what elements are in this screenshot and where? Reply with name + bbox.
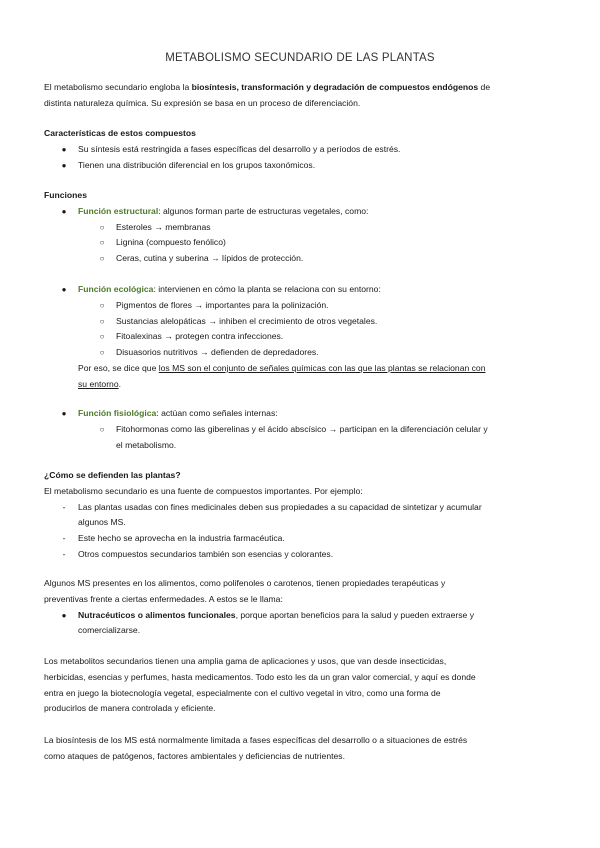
dash-bullet-icon: -: [62, 548, 66, 559]
funcion-ecologica: ● Función ecológica: intervienen en cómo la planta se relaciona con su entorno:: [44, 282, 556, 298]
bullet-icon: ●: [61, 206, 67, 216]
sub-item: ○ Esteroles → membranas: [44, 220, 556, 236]
sub-item: ○ Fitoalexinas → protegen contra infecciones.: [44, 329, 556, 345]
circle-bullet-icon: ○: [99, 348, 105, 358]
intro-paragraph: El metabolismo secundario engloba la biosíntesis, transformación y degradación de compuestos endógenos de distinta naturaleza química. Su expresión se basa en un proceso de diferenciación.: [44, 82, 491, 108]
sub-item: ○ Sustancias alelopáticas → inhiben el crecimiento de otros vegetales.: [44, 314, 556, 330]
defensa-section: ¿Cómo se defienden las plantas? El metabolismo secundario es una fuente de compuestos importantes. Por ejemplo: - Las plantas usadas con fines medicinales deben sus propiedades a su capacidad de sintetizar y acumular algunos MS. - Este hecho se aprovecha en la industria farmacéutica. - Otros compuestos secundarios también son esencias y colorantes.: [44, 468, 556, 563]
funcion-estructural: ● Función estructural: algunos forman parte de estructuras vegetales, como:: [44, 204, 556, 220]
list-item: ● Tienen una distribución diferencial en los grupos taxonómicos.: [44, 158, 556, 174]
funcion-fisiologica-block: ● Función fisiológica: actúan como señales internas: ○ Fitohormonas como las giberelinas y el ácido abscísico → participan en la diferenciación celular y el metabolismo.: [44, 406, 556, 453]
sub-item: ○ Fitohormonas como las giberelinas y el ácido abscísico → participan en la diferenciación celular y: [44, 422, 556, 438]
circle-bullet-icon: ○: [99, 238, 105, 248]
bullet-icon: ●: [61, 409, 67, 418]
section-heading: Funciones: [44, 190, 87, 200]
list-item: - Otros compuestos secundarios también son esencias y colorantes.: [44, 547, 556, 563]
alimentos-paragraph: Algunos MS presentes en los alimentos, como polifenoles o carotenos, tienen propiedades terapéuticas y preventivas frente a ciertas enfermedades. A estos se le llama: ● Nutracéuticos o alimentos funcionales, porque aportan beneficios para la salud y pueden extraerse y comercializarse.: [44, 576, 556, 639]
dash-bullet-icon: -: [62, 533, 66, 544]
bullet-icon: ●: [61, 610, 67, 620]
sub-item: ○ Lignina (compuesto fenólico): [44, 235, 556, 251]
caracteristicas-section: [44, 126, 556, 173]
biosintesis-paragraph: La biosíntesis de los MS está normalmente limitada a fases específicas del desarrollo o a situaciones de estrés como ataques de patógenos, factores ambientales y deficiencias de nutrientes.: [44, 735, 468, 761]
sub-item: ○ Pigmentos de flores → importantes para la polinización.: [44, 298, 556, 314]
intro-bold: biosíntesis, transformación y degradación de compuestos endógenos: [191, 82, 479, 92]
circle-bullet-icon: ○: [99, 300, 105, 310]
sub-item: ○ Ceras, cutina y suberina → lípidos de protección.: [44, 251, 556, 267]
document-title: METABOLISMO SECUNDARIO DE LAS PLANTAS: [165, 52, 435, 64]
list-item: ● Su síntesis está restringida a fases específicas del desarrollo y a períodos de estrés.: [44, 142, 556, 158]
bullet-icon: ●: [61, 160, 67, 170]
circle-bullet-icon: ○: [99, 316, 105, 326]
circle-bullet-icon: ○: [99, 332, 105, 342]
list-item: - Las plantas usadas con fines medicinales deben sus propiedades a su capacidad de sintetizar y acumular: [44, 500, 556, 516]
circle-bullet-icon: ○: [99, 424, 105, 434]
aplicaciones-paragraph: Los metabolitos secundarios tienen una amplia gama de aplicaciones y usos, que van desde insecticidas, herbicidas, esencias y perfumes, hasta medicamentos. Todo esto les da un gran valor comercial, y aquí es donde entra en juego la biotecnología vegetal, especialmente con el cultivo vegetal in vitro, como una forma de producirlos de manera controlada y eficiente.: [44, 656, 476, 714]
circle-bullet-icon: ○: [99, 254, 105, 264]
funcion-ecologica-block: ● Función ecológica: intervienen en cómo la planta se relaciona con su entorno: ○ Pigmentos de flores → importantes para la polinización. ○ Sustancias alelopáticas → inhiben el crecimiento de otros vegetales. ○ Fitoalexinas → protegen contra infecciones. ○ Disuasorios nutritivos → defienden de depredadores. Por eso, se dice que los MS son el conjunto de señales químicas con las que las plantas se relacionan con su entorno.: [44, 282, 556, 393]
ecologica-note: Por eso, se dice que los MS son el conjunto de señales químicas con las que las plantas se relacionan con: [78, 362, 486, 373]
list-item: - Este hecho se aprovecha en la industria farmacéutica.: [44, 531, 556, 547]
bullet-icon: ●: [61, 285, 67, 294]
section-heading: Características de estos compuestos: [44, 128, 196, 138]
funcion-fisiologica: ● Función fisiológica: actúan como señales internas:: [44, 406, 556, 422]
circle-bullet-icon: ○: [99, 222, 105, 232]
list-item: ● Nutracéuticos o alimentos funcionales, porque aportan beneficios para la salud y pueden extraerse y: [44, 608, 556, 624]
bullet-icon: ●: [61, 144, 67, 154]
funciones-section: [44, 188, 556, 267]
sub-item: ○ Disuasorios nutritivos → defienden de depredadores.: [44, 345, 556, 361]
section-heading: ¿Cómo se defienden las plantas?: [44, 470, 181, 480]
dash-bullet-icon: -: [62, 501, 66, 512]
